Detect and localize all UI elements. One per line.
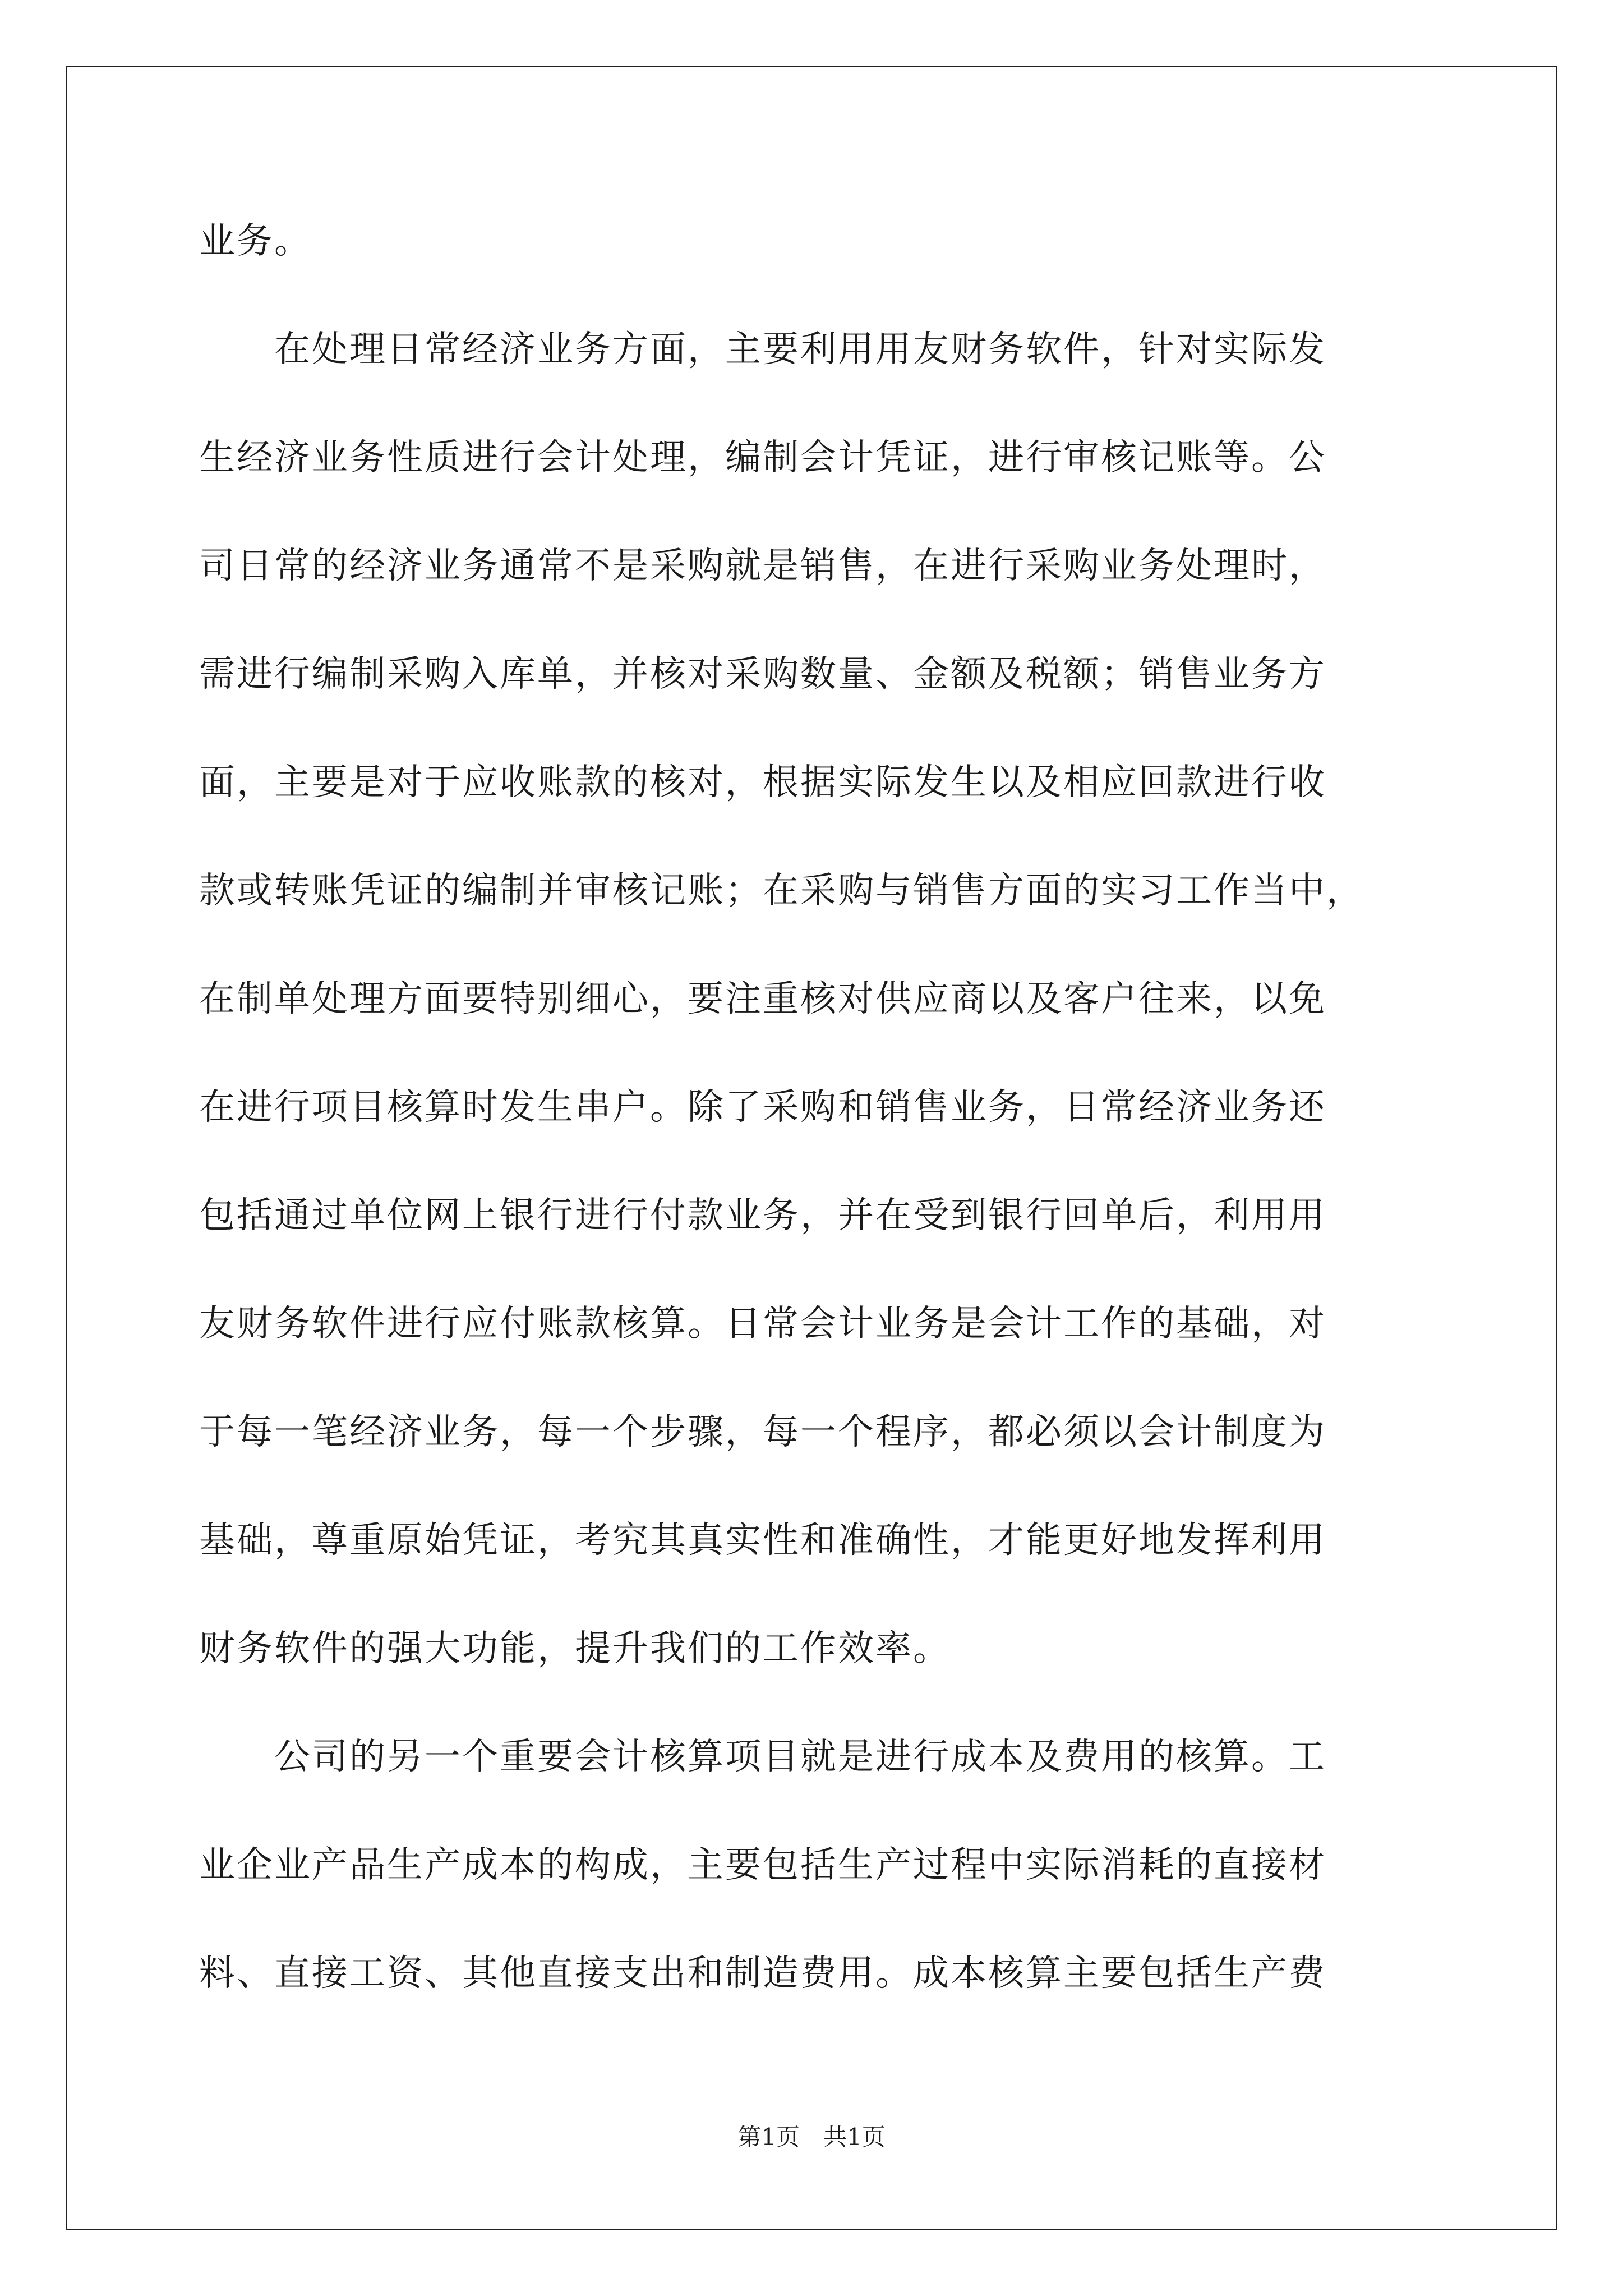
document-body xyxy=(199,208,1427,2048)
page-number: 第1页 xyxy=(737,2123,800,2151)
text-line: 包括通过单位网上银行进行付款业务，并在受到银行回单后，利用用 xyxy=(199,1195,1326,1236)
text-line: 面，主要是对于应收账款的核对，根据实际发生以及相应回款进行收 xyxy=(199,762,1326,803)
text-line: 基础，尊重原始凭证，考究其真实性和准确性，才能更好地发挥利用 xyxy=(199,1520,1326,1561)
text-line: 友财务软件进行应付账款核算。日常会计业务是会计工作的基础，对 xyxy=(199,1303,1326,1345)
text-line: 司日常的经济业务通常不是采购就是销售，在进行采购业务处理时， xyxy=(199,545,1326,587)
page-total: 共1页 xyxy=(823,2123,886,2151)
text-line: 财务软件的强大功能，提升我们的工作效率。 xyxy=(199,1628,951,1669)
text-line: 款或转账凭证的编制并审核记账；在采购与销售方面的实习工作当中， xyxy=(199,870,1364,912)
text-line: 在制单处理方面要特别细心，要注重核对供应商以及客户往来，以免 xyxy=(199,978,1326,1020)
text-line: 在处理日常经济业务方面，主要利用用友财务软件，针对实际发 xyxy=(274,329,1326,370)
text-line: 在进行项目核算时发生串户。除了采购和销售业务，日常经济业务还 xyxy=(199,1087,1326,1128)
text-line: 业企业产品生产成本的构成，主要包括生产过程中实际消耗的直接材 xyxy=(199,1844,1326,1886)
text-line: 于每一笔经济业务，每一个步骤，每一个程序，都必须以会计制度为 xyxy=(199,1411,1326,1453)
text-line: 料、直接工资、其他直接支出和制造费用。成本核算主要包括生产费 xyxy=(199,1953,1326,1994)
text-line: 生经济业务性质进行会计处理，编制会计凭证，进行审核记账等。公 xyxy=(199,437,1326,478)
text-line: 需进行编制采购入库单，并核对采购数量、金额及税额；销售业务方 xyxy=(199,654,1326,695)
page-footer xyxy=(0,2120,1623,2154)
text-line: 业务。 xyxy=(199,220,312,262)
text-line: 公司的另一个重要会计核算项目就是进行成本及费用的核算。工 xyxy=(274,1736,1326,1778)
